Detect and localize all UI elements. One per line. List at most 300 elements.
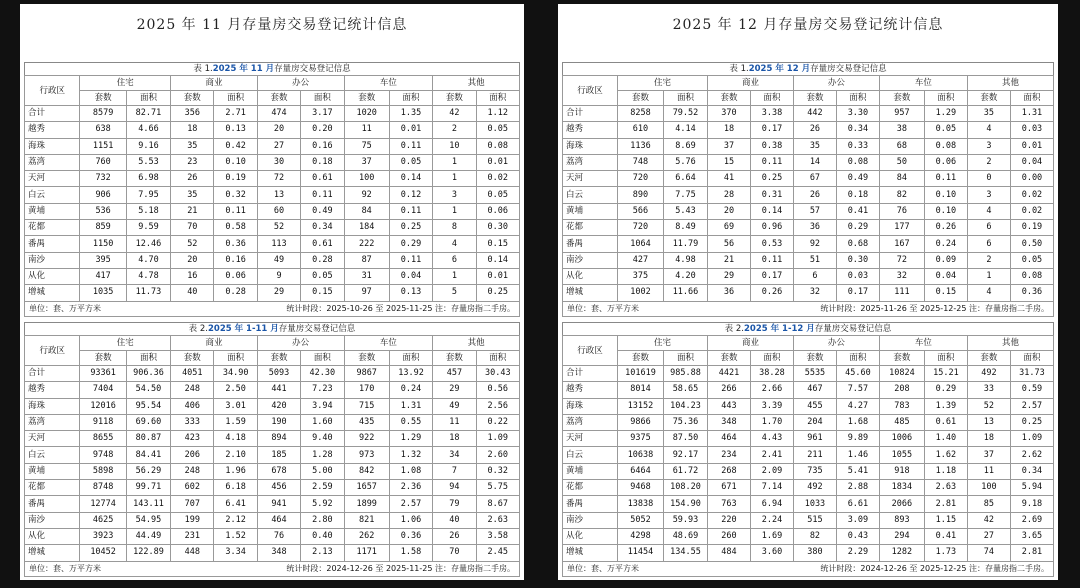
district-cell: 增城 [563,545,618,561]
table-row [25,496,520,512]
value-cell: 0.11 [750,252,793,268]
value-cell: 492 [793,480,836,496]
value-cell: 1.52 [214,528,257,544]
district-cell: 南沙 [25,512,80,528]
value-cell: 484 [707,545,750,561]
value-cell: 82 [879,187,924,203]
value-cell: 5.92 [301,496,344,512]
value-cell: 36 [793,220,836,236]
value-cell: 177 [879,220,924,236]
value-cell: 0.09 [924,252,967,268]
unit-note: 单位：套、万平方米 [567,303,639,313]
value-cell: 2.24 [750,512,793,528]
value-cell: 268 [707,463,750,479]
header-row-groups [25,336,520,351]
sub-header: 套数 [879,91,924,106]
value-cell: 348 [257,545,300,561]
value-cell: 184 [344,220,389,236]
value-cell: 420 [257,398,300,414]
value-cell: 0.03 [1010,122,1053,138]
group-header: 车位 [344,336,433,351]
sub-header: 套数 [257,351,300,366]
value-cell: 5.94 [1010,480,1053,496]
value-cell: 11 [967,463,1010,479]
value-cell: 0.42 [214,138,257,154]
sub-header: 套数 [707,91,750,106]
sub-header: 面积 [924,91,967,106]
value-cell: 190 [257,414,300,430]
value-cell: 3.01 [214,398,257,414]
value-cell: 211 [793,447,836,463]
header-row-sub [25,351,520,366]
value-cell: 1 [967,268,1010,284]
value-cell: 0.06 [924,154,967,170]
value-cell: 7.75 [663,187,707,203]
value-cell: 82.71 [126,106,170,122]
value-cell: 9.59 [126,220,170,236]
page-title: 2025 年 11 月存量房交易登记统计信息 [136,17,408,33]
group-header: 车位 [344,76,433,91]
table-container [24,62,520,317]
value-cell: 248 [171,382,214,398]
value-cell: 41 [707,171,750,187]
sub-header: 套数 [433,91,476,106]
value-cell: 474 [257,106,300,122]
table-row [25,138,520,154]
value-cell: 0.26 [924,220,967,236]
value-cell: 2.09 [750,463,793,479]
group-header: 住宅 [80,76,171,91]
sub-header: 套数 [171,91,214,106]
value-cell: 0.05 [301,268,344,284]
value-cell: 31 [344,268,389,284]
sub-header: 套数 [344,91,389,106]
value-cell: 1.15 [924,512,967,528]
value-cell: 985.88 [663,366,707,382]
district-cell: 南沙 [25,252,80,268]
value-cell: 9118 [80,414,126,430]
page-title: 2025 年 12 月存量房交易登记统计信息 [672,17,944,33]
district-cell: 越秀 [25,382,80,398]
value-cell: 0.04 [389,268,432,284]
period-note: 统计时段：2025-11-26 至 2025-12-25 注：存量房指二手房。 [820,303,1049,313]
value-cell: 0.15 [476,236,519,252]
value-cell: 4.18 [214,431,257,447]
value-cell: 0.28 [214,285,257,301]
value-cell: 0.10 [214,154,257,170]
value-cell: 294 [879,528,924,544]
value-cell: 0.01 [476,268,519,284]
value-cell: 30.43 [476,366,519,382]
value-cell: 0.18 [836,187,879,203]
value-cell: 9866 [617,414,663,430]
group-header: 商业 [171,336,258,351]
value-cell: 842 [344,463,389,479]
value-cell: 1064 [617,236,663,252]
value-cell: 0.02 [1010,187,1053,203]
value-cell: 1.60 [301,414,344,430]
value-cell: 3 [967,138,1010,154]
value-cell: 69 [707,220,750,236]
table-caption [24,322,520,335]
value-cell: 15.21 [924,366,967,382]
value-cell: 67 [793,171,836,187]
value-cell: 0.06 [476,203,519,219]
value-cell: 0.10 [924,203,967,219]
value-cell: 0.01 [1010,138,1053,154]
value-cell: 60 [257,203,300,219]
value-cell: 2.45 [476,545,519,561]
value-cell: 3.65 [1010,528,1053,544]
value-cell: 9.16 [126,138,170,154]
value-cell: 37 [967,447,1010,463]
value-cell: 2.10 [214,447,257,463]
sub-header: 面积 [214,351,257,366]
value-cell: 2066 [879,496,924,512]
value-cell: 8579 [80,106,126,122]
sub-header: 面积 [301,351,344,366]
group-header: 办公 [793,76,879,91]
district-cell: 黄埔 [563,463,618,479]
value-cell: 961 [793,431,836,447]
unit-note: 单位：套、万平方米 [29,563,101,573]
value-cell: 0.01 [476,154,519,170]
district-cell: 荔湾 [25,414,80,430]
value-cell: 0.96 [750,220,793,236]
value-cell: 204 [793,414,836,430]
value-cell: 84.41 [126,447,170,463]
value-cell: 4298 [617,528,663,544]
sub-header: 面积 [750,91,793,106]
district-header: 行政区 [563,76,618,106]
value-cell: 262 [344,528,389,544]
value-cell: 0 [967,171,1010,187]
value-cell: 0.17 [836,285,879,301]
value-cell: 20 [171,252,214,268]
value-cell: 0.32 [476,463,519,479]
district-cell: 白云 [563,187,618,203]
district-cell: 合计 [563,106,618,122]
sub-header: 套数 [344,351,389,366]
header-row-groups [563,336,1054,351]
value-cell: 3 [967,187,1010,203]
value-cell: 0.18 [301,154,344,170]
value-cell: 0.40 [301,528,344,544]
value-cell: 208 [879,382,924,398]
district-cell: 荔湾 [563,414,618,430]
value-cell: 58.65 [663,382,707,398]
value-cell: 13152 [617,398,663,414]
table-caption [562,62,1054,75]
value-cell: 6 [793,268,836,284]
value-cell: 1657 [344,480,389,496]
value-cell: 0.41 [924,528,967,544]
value-cell: 894 [257,431,300,447]
table-row [25,528,520,544]
sub-header: 面积 [750,351,793,366]
value-cell: 1151 [80,138,126,154]
value-cell: 1.68 [836,414,879,430]
value-cell: 87.50 [663,431,707,447]
value-cell: 0.25 [389,220,432,236]
value-cell: 220 [707,512,750,528]
group-header: 车位 [879,336,967,351]
value-cell: 11 [344,122,389,138]
value-cell: 0.38 [750,138,793,154]
district-cell: 海珠 [25,398,80,414]
value-cell: 610 [617,122,663,138]
table-row [563,106,1054,122]
table-row [25,187,520,203]
value-cell: 2.41 [750,447,793,463]
value-cell: 0.36 [1010,285,1053,301]
table-row [25,512,520,528]
table-row [25,366,520,382]
value-cell: 5.18 [126,203,170,219]
caption-prefix: 表 1. [729,64,749,74]
value-cell: 0.12 [389,187,432,203]
value-cell: 44.49 [126,528,170,544]
value-cell: 8258 [617,106,663,122]
caption-suffix: 存量房交易登记信息 [278,324,356,334]
value-cell: 70 [171,220,214,236]
group-header: 其他 [967,336,1053,351]
value-cell: 0.11 [389,138,432,154]
value-cell: 8 [433,220,476,236]
value-cell: 0.05 [389,154,432,170]
value-cell: 50 [879,154,924,170]
value-cell: 0.00 [1010,171,1053,187]
district-cell: 花都 [563,480,618,496]
value-cell: 29 [707,268,750,284]
value-cell: 31.73 [1010,366,1053,382]
value-cell: 199 [171,512,214,528]
table-row [25,171,520,187]
value-cell: 1834 [879,480,924,496]
value-cell: 104.23 [663,398,707,414]
value-cell: 0.08 [924,138,967,154]
value-cell: 13 [967,414,1010,430]
value-cell: 51 [793,252,836,268]
table-row [563,528,1054,544]
value-cell: 2.29 [836,545,879,561]
value-cell: 2.62 [1010,447,1053,463]
district-cell: 番禺 [563,236,618,252]
value-cell: 40 [433,512,476,528]
value-cell: 380 [793,545,836,561]
value-cell: 95.54 [126,398,170,414]
value-cell: 231 [171,528,214,544]
value-cell: 0.49 [301,203,344,219]
value-cell: 0.28 [301,252,344,268]
value-cell: 122.89 [126,545,170,561]
group-header: 商业 [707,336,793,351]
value-cell: 406 [171,398,214,414]
value-cell: 2.81 [924,496,967,512]
value-cell: 720 [617,220,663,236]
table-row [563,187,1054,203]
value-cell: 143.11 [126,496,170,512]
value-cell: 26 [793,187,836,203]
value-cell: 9.18 [1010,496,1053,512]
value-cell: 12774 [80,496,126,512]
value-cell: 2.57 [389,496,432,512]
sub-header: 面积 [1010,351,1053,366]
value-cell: 14 [793,154,836,170]
value-cell: 0.68 [836,236,879,252]
value-cell: 5898 [80,463,126,479]
value-cell: 3.60 [750,545,793,561]
value-cell: 6 [433,252,476,268]
value-cell: 0.25 [1010,414,1053,430]
value-cell: 566 [617,203,663,219]
value-cell: 4.14 [663,122,707,138]
value-cell: 20 [257,122,300,138]
value-cell: 48.69 [663,528,707,544]
value-cell: 1.09 [1010,431,1053,447]
table-container [562,62,1054,317]
value-cell: 82 [793,528,836,544]
district-cell: 增城 [25,285,80,301]
value-cell: 0.04 [924,268,967,284]
value-cell: 0.16 [301,138,344,154]
value-cell: 1899 [344,496,389,512]
group-header: 办公 [257,76,344,91]
value-cell: 16 [171,268,214,284]
district-cell: 白云 [563,447,618,463]
value-cell: 602 [171,480,214,496]
value-cell: 821 [344,512,389,528]
value-cell: 5052 [617,512,663,528]
district-cell: 荔湾 [563,154,618,170]
group-header: 其他 [433,76,520,91]
value-cell: 27 [257,138,300,154]
value-cell: 455 [793,398,836,414]
value-cell: 35 [171,187,214,203]
table-row [563,398,1054,414]
value-cell: 492 [967,366,1010,382]
value-cell: 1.69 [750,528,793,544]
sub-header: 套数 [433,351,476,366]
value-cell: 26 [793,122,836,138]
value-cell: 7404 [80,382,126,398]
stats-table [24,75,520,302]
value-cell: 1002 [617,285,663,301]
value-cell: 918 [879,463,924,479]
district-cell: 越秀 [563,382,618,398]
value-cell: 61.72 [663,463,707,479]
value-cell: 638 [80,122,126,138]
value-cell: 4.98 [663,252,707,268]
value-cell: 3.30 [836,106,879,122]
value-cell: 9468 [617,480,663,496]
value-cell: 0.24 [924,236,967,252]
value-cell: 248 [171,463,214,479]
left-panel [20,4,524,580]
value-cell: 45.60 [836,366,879,382]
table-row [563,447,1054,463]
value-cell: 5.00 [301,463,344,479]
value-cell: 0.34 [301,220,344,236]
district-cell: 花都 [25,220,80,236]
value-cell: 1.32 [389,447,432,463]
value-cell: 0.49 [836,171,879,187]
value-cell: 783 [879,398,924,414]
table-row [563,154,1054,170]
value-cell: 27 [967,528,1010,544]
value-cell: 84 [879,171,924,187]
table-footer [24,302,520,317]
value-cell: 748 [617,154,663,170]
value-cell: 2.88 [836,480,879,496]
value-cell: 1.59 [214,414,257,430]
value-cell: 2.71 [214,106,257,122]
value-cell: 6.98 [126,171,170,187]
value-cell: 12.46 [126,236,170,252]
group-header: 办公 [257,336,344,351]
value-cell: 1150 [80,236,126,252]
value-cell: 26 [433,528,476,544]
value-cell: 5093 [257,366,300,382]
sub-header: 套数 [793,91,836,106]
value-cell: 9867 [344,366,389,382]
district-cell: 荔湾 [25,154,80,170]
value-cell: 443 [707,398,750,414]
sub-header: 面积 [214,91,257,106]
value-cell: 3 [433,187,476,203]
district-cell: 合计 [25,366,80,382]
value-cell: 2.63 [476,512,519,528]
caption-suffix: 存量房交易登记信息 [274,64,351,74]
sub-header: 套数 [707,351,750,366]
header-row-sub [563,91,1054,106]
value-cell: 260 [707,528,750,544]
caption-prefix: 表 2. [724,324,744,334]
sub-header: 面积 [389,351,432,366]
value-cell: 0.22 [476,414,519,430]
value-cell: 30 [257,154,300,170]
value-cell: 74 [967,545,1010,561]
value-cell: 4 [967,203,1010,219]
district-cell: 合计 [25,106,80,122]
value-cell: 2.36 [389,480,432,496]
sub-header: 面积 [836,91,879,106]
value-cell: 6.61 [836,496,879,512]
value-cell: 417 [80,268,126,284]
table-footer [562,562,1054,577]
district-cell: 黄埔 [25,463,80,479]
value-cell: 1.06 [389,512,432,528]
value-cell: 5.75 [476,480,519,496]
value-cell: 356 [171,106,214,122]
value-cell: 2.56 [476,398,519,414]
value-cell: 0.06 [214,268,257,284]
value-cell: 0.25 [476,285,519,301]
value-cell: 3.58 [476,528,519,544]
value-cell: 36 [707,285,750,301]
table-row [25,480,520,496]
value-cell: 715 [344,398,389,414]
value-cell: 0.36 [214,236,257,252]
value-cell: 732 [80,171,126,187]
district-cell: 合计 [563,366,618,382]
value-cell: 23 [171,154,214,170]
sub-header: 面积 [301,91,344,106]
value-cell: 10452 [80,545,126,561]
value-cell: 6 [967,220,1010,236]
table-row [25,252,520,268]
value-cell: 79 [433,496,476,512]
